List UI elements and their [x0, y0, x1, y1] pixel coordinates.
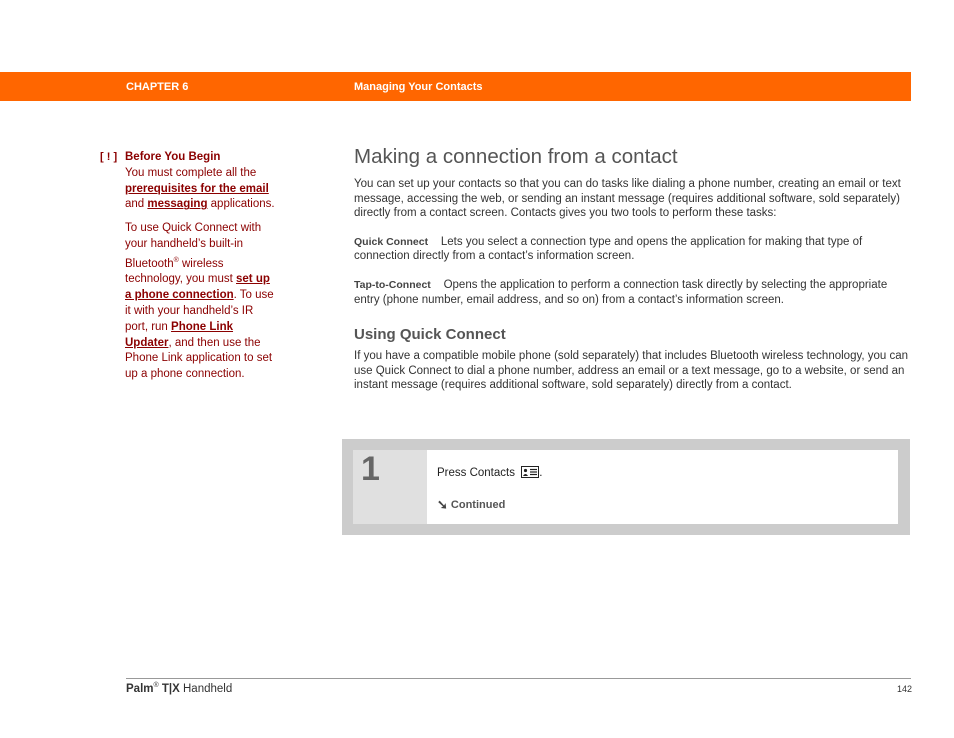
step-box: [342, 439, 910, 535]
tap-to-connect-definition: Tap-to-Connect Opens the application to perform a connection task directly by selecting the appropriate entry (phone number, email address, and so on) from a contact’s information screen.: [354, 278, 888, 306]
before-you-begin-sidebar: [100, 150, 275, 391]
step-instruction: Press Contacts .: [437, 467, 543, 479]
arrow-down-right-icon: ➘: [437, 497, 448, 512]
sidebar-paragraph-2: To use Quick Connect with your handheld’s built-in Bluetooth® wireless technology, you must set up a phone connection. To use it with your handheld’s IR port, run Phone Link Updater, and then use the Phone Link application to set up a phone connection.: [125, 222, 274, 381]
phone-link-updater-link[interactable]: Phone Link Updater: [125, 320, 234, 349]
step-content: [427, 450, 898, 524]
step-number-cell: [353, 450, 427, 524]
contacts-icon: [521, 466, 539, 481]
quick-connect-term: Quick Connect: [354, 235, 429, 248]
quick-connect-paragraph: If you have a compatible mobile phone (sold separately) that includes Bluetooth wireless technology, you can use Quick Connect to dial a phone number, address an email or a text message, go to a website, or send an instant message (requires additional software, sold separately) directly from a contact.: [354, 350, 909, 392]
sidebar-title: Before You Begin: [125, 151, 221, 163]
chapter-number: CHAPTER 6: [126, 81, 189, 93]
messaging-link[interactable]: messaging: [147, 198, 208, 211]
tap-to-connect-term: Tap-to-Connect: [354, 278, 431, 291]
step-number: 1: [361, 450, 380, 488]
chapter-title: Managing Your Contacts: [354, 81, 483, 93]
prerequisites-link[interactable]: prerequisites for the email: [125, 182, 269, 195]
page-heading: Making a connection from a contact: [354, 145, 678, 168]
page-number: 142: [897, 684, 913, 694]
quick-connect-definition: Quick Connect Lets you select a connection type and opens the application for making that type of connection directly from a contact’s information screen.: [354, 235, 863, 263]
chapter-header-bar: [0, 72, 911, 101]
intro-paragraph: You can set up your contacts so that you can do tasks like dialing a phone number, creating an email or text message, accessing the web, or sending an instant message (requires additional software, sold separately) directly from a contact screen. Contacts gives you two tools to perform these tasks:: [354, 178, 901, 220]
continued-indicator: ➘ Continued: [437, 497, 506, 512]
main-content: [354, 144, 910, 407]
sidebar-paragraph-1: You must complete all the prerequisites for the email and messaging applications.: [125, 166, 275, 211]
footer-product: Palm® T|X Handheld: [126, 682, 233, 695]
footer-divider: [126, 678, 911, 679]
warning-icon: [ ! ]: [100, 151, 118, 163]
set-up-phone-connection-link[interactable]: set up a phone connection: [125, 273, 270, 302]
section-subheading: Using Quick Connect: [354, 326, 506, 344]
